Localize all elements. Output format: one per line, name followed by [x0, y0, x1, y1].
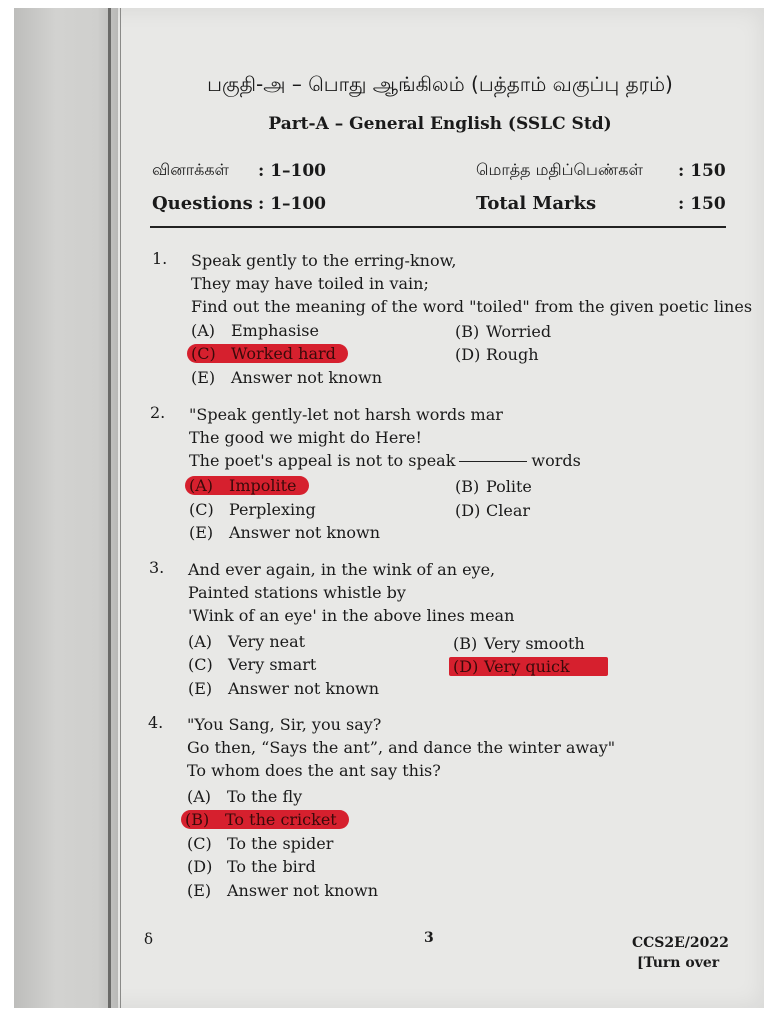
option-label: (C): [188, 655, 213, 674]
q1-option-e[interactable]: [191, 368, 382, 387]
q4-option-d[interactable]: [187, 857, 316, 876]
option-text: Answer not known: [231, 368, 383, 387]
question-line: 'Wink of an eye' in the above lines mean: [188, 606, 515, 625]
option-label: (B): [455, 477, 480, 496]
q1-option-c[interactable]: [191, 344, 348, 363]
question-1-text: [191, 249, 752, 318]
question-line-with-blank: [189, 449, 581, 472]
option-label: (D): [187, 857, 213, 876]
option-label: (C): [191, 344, 216, 363]
option-label: (C): [187, 834, 212, 853]
option-text: Impolite: [229, 476, 297, 495]
option-label: (C): [189, 500, 214, 519]
marks-label-tamil: மொத்த மதிப்பெண்கள்: [476, 160, 643, 179]
q4-option-c[interactable]: [187, 834, 333, 853]
option-text: Worked hard: [231, 344, 336, 363]
q2-option-e[interactable]: [189, 523, 380, 542]
page-title-tamil: பகுதி-அ – பொது ஆங்கிலம் (பத்தாம் வகுப்பு தரம்): [207, 72, 673, 96]
q4-option-a[interactable]: [187, 787, 302, 806]
total-marks-value: : 150: [678, 194, 726, 214]
q1-option-d[interactable]: [455, 345, 539, 364]
answer-highlight: [187, 344, 348, 363]
option-label: (E): [188, 679, 213, 698]
question-line: They may have toiled in vain;: [191, 274, 429, 293]
questions-value-tamil: : 1–100: [258, 161, 327, 181]
question-2-text: [189, 403, 581, 472]
option-text: To the cricket: [225, 810, 337, 829]
questions-value: : 1–100: [258, 194, 327, 214]
question-3-text: [188, 558, 514, 627]
answer-highlight: [181, 810, 349, 829]
option-label: (B): [455, 322, 480, 341]
total-marks-label: Total Marks: [476, 193, 597, 214]
option-label: (E): [191, 368, 216, 387]
question-line: To whom does the ant say this?: [187, 761, 441, 780]
option-text: Very smart: [228, 655, 317, 674]
option-text: Polite: [486, 477, 532, 496]
question-line: The good we might do Here!: [189, 428, 422, 447]
option-label: (D): [453, 657, 479, 676]
question-line: The poet's appeal is not to speak: [189, 451, 456, 470]
questions-label: Questions: [152, 193, 253, 214]
q2-option-a[interactable]: [189, 476, 309, 495]
option-text: Very quick: [484, 657, 570, 676]
option-label: (A): [189, 476, 214, 495]
option-text: Perplexing: [229, 500, 316, 519]
option-text: To the bird: [227, 857, 316, 876]
blank-suffix: words: [531, 451, 581, 470]
q2-option-d[interactable]: [455, 501, 530, 520]
option-text: Emphasise: [231, 321, 319, 340]
header-divider: [150, 226, 726, 228]
answer-highlight: [449, 657, 608, 676]
marks-value-tamil: : 150: [678, 161, 726, 181]
option-text: Answer not known: [229, 523, 381, 542]
footer-mark: δ: [144, 930, 154, 948]
answer-highlight: [185, 476, 309, 495]
q1-option-b[interactable]: [455, 322, 551, 341]
option-label: (A): [191, 321, 216, 340]
option-label: (B): [453, 634, 478, 653]
q3-option-b[interactable]: [453, 634, 585, 653]
question-line: Find out the meaning of the word "toiled" from the given poetic lines: [191, 297, 753, 316]
question-line: Painted stations whistle by: [188, 583, 406, 602]
question-number: 4.: [148, 713, 164, 732]
option-label: (A): [188, 632, 213, 651]
question-number: 2.: [150, 403, 166, 422]
q4-option-b[interactable]: [185, 810, 349, 829]
q2-option-b[interactable]: [455, 477, 532, 496]
question-line: Go then, “Says the ant”, and dance the winter away": [187, 738, 616, 757]
option-text: Very neat: [228, 632, 306, 651]
q3-option-e[interactable]: [188, 679, 379, 698]
page-title-english: Part-A – General English (SSLC Std): [268, 114, 612, 134]
paper-code: CCS2E/2022: [632, 935, 729, 951]
question-line: "Speak gently-let not harsh words mar: [189, 405, 503, 424]
option-text: Clear: [486, 501, 531, 520]
option-label: (A): [187, 787, 212, 806]
question-line: And ever again, in the wink of an eye,: [188, 560, 496, 579]
page-number: 3: [424, 930, 434, 946]
option-text: Very smooth: [484, 634, 585, 653]
option-text: To the fly: [227, 787, 303, 806]
q3-option-a[interactable]: [188, 632, 305, 651]
option-label: (E): [189, 523, 214, 542]
answer-blank: [459, 461, 527, 462]
option-label: (B): [185, 810, 210, 829]
q4-option-e[interactable]: [187, 881, 378, 900]
question-line: Speak gently to the erring-know,: [191, 251, 457, 270]
option-label: (D): [455, 501, 481, 520]
q3-option-c[interactable]: [188, 655, 316, 674]
option-text: Answer not known: [228, 679, 380, 698]
question-line: "You Sang, Sir, you say?: [187, 715, 382, 734]
question-number: 3.: [149, 558, 165, 577]
option-text: Answer not known: [227, 881, 379, 900]
turn-over-note: [Turn over: [637, 955, 720, 971]
q2-option-c[interactable]: [189, 500, 316, 519]
option-text: Rough: [486, 345, 539, 364]
option-text: To the spider: [227, 834, 334, 853]
option-label: (D): [455, 345, 481, 364]
q1-option-a[interactable]: [191, 321, 319, 340]
option-text: Worried: [486, 322, 552, 341]
option-label: (E): [187, 881, 212, 900]
questions-label-tamil: வினாக்கள்: [152, 160, 229, 179]
q3-option-d[interactable]: [453, 657, 608, 676]
question-4-text: [187, 713, 615, 782]
question-number: 1.: [152, 249, 168, 268]
